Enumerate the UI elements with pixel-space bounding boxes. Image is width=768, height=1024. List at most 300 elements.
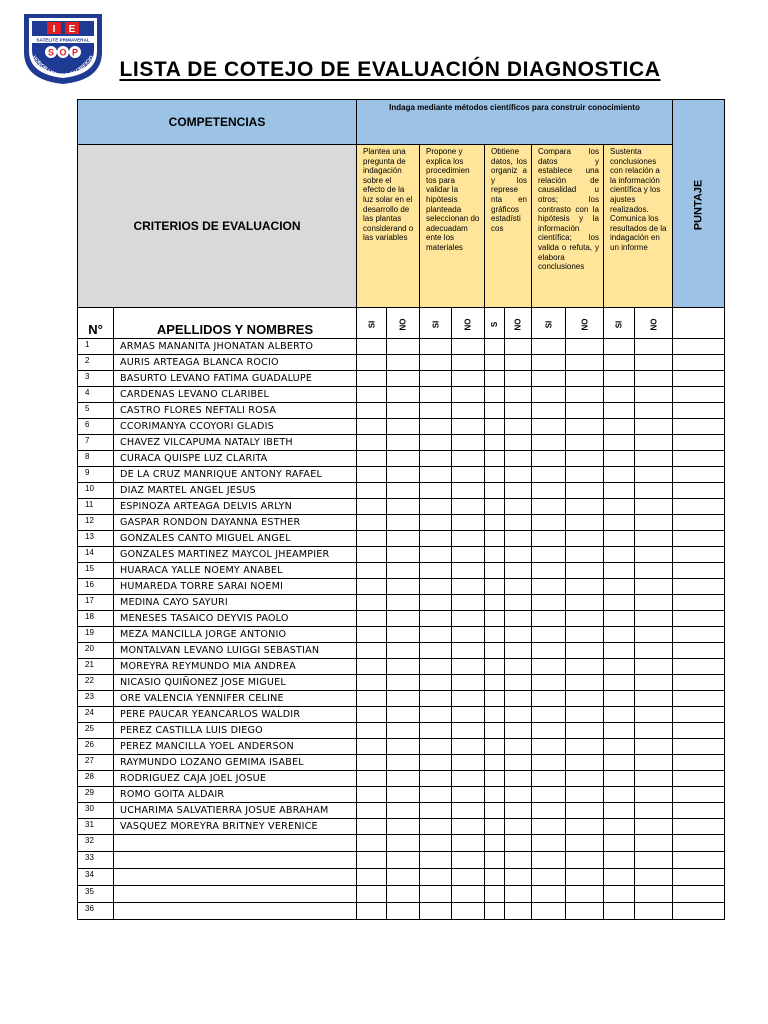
yes-mark-cell[interactable] (604, 903, 635, 920)
no-mark-cell[interactable] (505, 643, 532, 659)
yes-mark-cell[interactable] (485, 419, 505, 435)
yes-mark-cell[interactable] (532, 886, 566, 903)
yes-mark-cell[interactable] (485, 723, 505, 739)
no-mark-cell[interactable] (452, 595, 485, 611)
score-cell[interactable] (673, 515, 725, 531)
no-mark-cell[interactable] (635, 531, 673, 547)
yes-mark-cell[interactable] (420, 451, 452, 467)
no-mark-cell[interactable] (452, 723, 485, 739)
no-mark-cell[interactable] (452, 563, 485, 579)
no-mark-cell[interactable] (566, 355, 604, 371)
no-mark-cell[interactable] (505, 579, 532, 595)
no-mark-cell[interactable] (635, 483, 673, 499)
yes-mark-cell[interactable] (485, 627, 505, 643)
yes-mark-cell[interactable] (604, 852, 635, 869)
yes-mark-cell[interactable] (485, 499, 505, 515)
no-mark-cell[interactable] (387, 339, 420, 355)
yes-mark-cell[interactable] (420, 595, 452, 611)
no-mark-cell[interactable] (452, 803, 485, 819)
yes-mark-cell[interactable] (485, 595, 505, 611)
no-mark-cell[interactable] (452, 419, 485, 435)
yes-mark-cell[interactable] (357, 419, 387, 435)
no-mark-cell[interactable] (635, 869, 673, 886)
no-mark-cell[interactable] (387, 563, 420, 579)
yes-mark-cell[interactable] (532, 387, 566, 403)
yes-mark-cell[interactable] (532, 835, 566, 852)
score-cell[interactable] (673, 531, 725, 547)
yes-mark-cell[interactable] (357, 339, 387, 355)
yes-mark-cell[interactable] (420, 355, 452, 371)
no-mark-cell[interactable] (635, 403, 673, 419)
no-mark-cell[interactable] (635, 419, 673, 435)
yes-mark-cell[interactable] (357, 579, 387, 595)
no-mark-cell[interactable] (387, 579, 420, 595)
no-mark-cell[interactable] (452, 547, 485, 563)
yes-mark-cell[interactable] (357, 869, 387, 886)
yes-mark-cell[interactable] (420, 435, 452, 451)
yes-mark-cell[interactable] (357, 355, 387, 371)
yes-mark-cell[interactable] (357, 563, 387, 579)
no-mark-cell[interactable] (505, 611, 532, 627)
yes-mark-cell[interactable] (357, 371, 387, 387)
yes-mark-cell[interactable] (532, 707, 566, 723)
no-mark-cell[interactable] (635, 771, 673, 787)
no-mark-cell[interactable] (505, 886, 532, 903)
yes-mark-cell[interactable] (604, 371, 635, 387)
no-mark-cell[interactable] (452, 467, 485, 483)
no-mark-cell[interactable] (505, 723, 532, 739)
no-mark-cell[interactable] (566, 659, 604, 675)
yes-mark-cell[interactable] (420, 691, 452, 707)
no-mark-cell[interactable] (387, 403, 420, 419)
score-cell[interactable] (673, 371, 725, 387)
score-cell[interactable] (673, 579, 725, 595)
yes-mark-cell[interactable] (357, 611, 387, 627)
yes-mark-cell[interactable] (357, 659, 387, 675)
yes-mark-cell[interactable] (420, 755, 452, 771)
yes-mark-cell[interactable] (532, 339, 566, 355)
no-mark-cell[interactable] (387, 371, 420, 387)
yes-mark-cell[interactable] (357, 819, 387, 835)
yes-mark-cell[interactable] (357, 787, 387, 803)
yes-mark-cell[interactable] (420, 771, 452, 787)
score-cell[interactable] (673, 483, 725, 499)
yes-mark-cell[interactable] (604, 675, 635, 691)
no-mark-cell[interactable] (452, 691, 485, 707)
yes-mark-cell[interactable] (604, 419, 635, 435)
yes-mark-cell[interactable] (357, 595, 387, 611)
yes-mark-cell[interactable] (532, 787, 566, 803)
yes-mark-cell[interactable] (357, 903, 387, 920)
score-cell[interactable] (673, 771, 725, 787)
score-cell[interactable] (673, 611, 725, 627)
no-mark-cell[interactable] (566, 627, 604, 643)
no-mark-cell[interactable] (566, 595, 604, 611)
yes-mark-cell[interactable] (604, 869, 635, 886)
no-mark-cell[interactable] (566, 451, 604, 467)
yes-mark-cell[interactable] (532, 771, 566, 787)
yes-mark-cell[interactable] (357, 643, 387, 659)
yes-mark-cell[interactable] (604, 659, 635, 675)
no-mark-cell[interactable] (566, 803, 604, 819)
yes-mark-cell[interactable] (485, 643, 505, 659)
no-mark-cell[interactable] (566, 531, 604, 547)
yes-mark-cell[interactable] (532, 483, 566, 499)
no-mark-cell[interactable] (452, 403, 485, 419)
no-mark-cell[interactable] (566, 739, 604, 755)
yes-mark-cell[interactable] (532, 675, 566, 691)
no-mark-cell[interactable] (566, 515, 604, 531)
yes-mark-cell[interactable] (420, 547, 452, 563)
yes-mark-cell[interactable] (485, 819, 505, 835)
yes-mark-cell[interactable] (485, 903, 505, 920)
no-mark-cell[interactable] (387, 515, 420, 531)
no-mark-cell[interactable] (387, 886, 420, 903)
no-mark-cell[interactable] (505, 707, 532, 723)
score-cell[interactable] (673, 886, 725, 903)
yes-mark-cell[interactable] (357, 755, 387, 771)
no-mark-cell[interactable] (566, 643, 604, 659)
yes-mark-cell[interactable] (532, 435, 566, 451)
no-mark-cell[interactable] (505, 803, 532, 819)
no-mark-cell[interactable] (387, 419, 420, 435)
yes-mark-cell[interactable] (485, 869, 505, 886)
no-mark-cell[interactable] (452, 869, 485, 886)
no-mark-cell[interactable] (505, 355, 532, 371)
no-mark-cell[interactable] (566, 852, 604, 869)
no-mark-cell[interactable] (566, 547, 604, 563)
no-mark-cell[interactable] (505, 499, 532, 515)
no-mark-cell[interactable] (635, 903, 673, 920)
yes-mark-cell[interactable] (420, 869, 452, 886)
no-mark-cell[interactable] (452, 515, 485, 531)
no-mark-cell[interactable] (505, 835, 532, 852)
no-mark-cell[interactable] (387, 659, 420, 675)
no-mark-cell[interactable] (452, 387, 485, 403)
no-mark-cell[interactable] (452, 451, 485, 467)
yes-mark-cell[interactable] (604, 387, 635, 403)
no-mark-cell[interactable] (635, 835, 673, 852)
no-mark-cell[interactable] (452, 531, 485, 547)
no-mark-cell[interactable] (387, 739, 420, 755)
no-mark-cell[interactable] (566, 371, 604, 387)
yes-mark-cell[interactable] (532, 852, 566, 869)
yes-mark-cell[interactable] (420, 419, 452, 435)
no-mark-cell[interactable] (566, 723, 604, 739)
yes-mark-cell[interactable] (485, 755, 505, 771)
yes-mark-cell[interactable] (420, 403, 452, 419)
yes-mark-cell[interactable] (532, 691, 566, 707)
no-mark-cell[interactable] (505, 739, 532, 755)
yes-mark-cell[interactable] (357, 387, 387, 403)
no-mark-cell[interactable] (505, 869, 532, 886)
yes-mark-cell[interactable] (532, 819, 566, 835)
yes-mark-cell[interactable] (604, 739, 635, 755)
yes-mark-cell[interactable] (420, 563, 452, 579)
no-mark-cell[interactable] (452, 371, 485, 387)
score-cell[interactable] (673, 787, 725, 803)
no-mark-cell[interactable] (635, 595, 673, 611)
yes-mark-cell[interactable] (420, 611, 452, 627)
no-mark-cell[interactable] (505, 675, 532, 691)
no-mark-cell[interactable] (452, 483, 485, 499)
no-mark-cell[interactable] (566, 886, 604, 903)
no-mark-cell[interactable] (635, 547, 673, 563)
no-mark-cell[interactable] (566, 387, 604, 403)
yes-mark-cell[interactable] (357, 803, 387, 819)
no-mark-cell[interactable] (635, 803, 673, 819)
yes-mark-cell[interactable] (357, 691, 387, 707)
no-mark-cell[interactable] (452, 819, 485, 835)
yes-mark-cell[interactable] (357, 835, 387, 852)
yes-mark-cell[interactable] (357, 771, 387, 787)
yes-mark-cell[interactable] (604, 339, 635, 355)
no-mark-cell[interactable] (387, 531, 420, 547)
yes-mark-cell[interactable] (420, 387, 452, 403)
no-mark-cell[interactable] (505, 547, 532, 563)
no-mark-cell[interactable] (505, 419, 532, 435)
no-mark-cell[interactable] (452, 675, 485, 691)
yes-mark-cell[interactable] (485, 547, 505, 563)
no-mark-cell[interactable] (635, 355, 673, 371)
yes-mark-cell[interactable] (357, 515, 387, 531)
no-mark-cell[interactable] (387, 355, 420, 371)
yes-mark-cell[interactable] (485, 771, 505, 787)
yes-mark-cell[interactable] (485, 467, 505, 483)
yes-mark-cell[interactable] (357, 675, 387, 691)
no-mark-cell[interactable] (452, 579, 485, 595)
no-mark-cell[interactable] (505, 659, 532, 675)
no-mark-cell[interactable] (566, 675, 604, 691)
no-mark-cell[interactable] (387, 771, 420, 787)
yes-mark-cell[interactable] (604, 355, 635, 371)
yes-mark-cell[interactable] (532, 627, 566, 643)
score-cell[interactable] (673, 451, 725, 467)
yes-mark-cell[interactable] (604, 886, 635, 903)
no-mark-cell[interactable] (635, 435, 673, 451)
no-mark-cell[interactable] (505, 627, 532, 643)
yes-mark-cell[interactable] (532, 451, 566, 467)
yes-mark-cell[interactable] (357, 886, 387, 903)
no-mark-cell[interactable] (505, 339, 532, 355)
no-mark-cell[interactable] (566, 903, 604, 920)
no-mark-cell[interactable] (635, 739, 673, 755)
yes-mark-cell[interactable] (604, 755, 635, 771)
no-mark-cell[interactable] (566, 787, 604, 803)
yes-mark-cell[interactable] (604, 643, 635, 659)
yes-mark-cell[interactable] (485, 803, 505, 819)
yes-mark-cell[interactable] (604, 499, 635, 515)
yes-mark-cell[interactable] (420, 579, 452, 595)
no-mark-cell[interactable] (566, 835, 604, 852)
yes-mark-cell[interactable] (532, 611, 566, 627)
no-mark-cell[interactable] (452, 771, 485, 787)
no-mark-cell[interactable] (452, 627, 485, 643)
yes-mark-cell[interactable] (532, 723, 566, 739)
yes-mark-cell[interactable] (420, 787, 452, 803)
score-cell[interactable] (673, 803, 725, 819)
score-cell[interactable] (673, 499, 725, 515)
yes-mark-cell[interactable] (357, 531, 387, 547)
yes-mark-cell[interactable] (485, 707, 505, 723)
no-mark-cell[interactable] (566, 579, 604, 595)
yes-mark-cell[interactable] (532, 803, 566, 819)
yes-mark-cell[interactable] (485, 371, 505, 387)
no-mark-cell[interactable] (505, 563, 532, 579)
yes-mark-cell[interactable] (420, 499, 452, 515)
no-mark-cell[interactable] (452, 903, 485, 920)
no-mark-cell[interactable] (635, 852, 673, 869)
no-mark-cell[interactable] (387, 595, 420, 611)
yes-mark-cell[interactable] (604, 403, 635, 419)
yes-mark-cell[interactable] (420, 339, 452, 355)
yes-mark-cell[interactable] (604, 723, 635, 739)
yes-mark-cell[interactable] (357, 852, 387, 869)
no-mark-cell[interactable] (387, 467, 420, 483)
no-mark-cell[interactable] (566, 483, 604, 499)
score-cell[interactable] (673, 675, 725, 691)
no-mark-cell[interactable] (387, 627, 420, 643)
no-mark-cell[interactable] (505, 903, 532, 920)
no-mark-cell[interactable] (387, 499, 420, 515)
yes-mark-cell[interactable] (604, 819, 635, 835)
no-mark-cell[interactable] (505, 531, 532, 547)
yes-mark-cell[interactable] (357, 467, 387, 483)
no-mark-cell[interactable] (387, 675, 420, 691)
no-mark-cell[interactable] (635, 387, 673, 403)
score-cell[interactable] (673, 467, 725, 483)
no-mark-cell[interactable] (452, 611, 485, 627)
yes-mark-cell[interactable] (485, 852, 505, 869)
yes-mark-cell[interactable] (485, 515, 505, 531)
yes-mark-cell[interactable] (532, 467, 566, 483)
yes-mark-cell[interactable] (604, 707, 635, 723)
yes-mark-cell[interactable] (420, 467, 452, 483)
no-mark-cell[interactable] (452, 339, 485, 355)
no-mark-cell[interactable] (566, 771, 604, 787)
yes-mark-cell[interactable] (420, 803, 452, 819)
no-mark-cell[interactable] (566, 339, 604, 355)
yes-mark-cell[interactable] (604, 595, 635, 611)
score-cell[interactable] (673, 659, 725, 675)
no-mark-cell[interactable] (452, 755, 485, 771)
yes-mark-cell[interactable] (532, 755, 566, 771)
no-mark-cell[interactable] (452, 835, 485, 852)
no-mark-cell[interactable] (505, 852, 532, 869)
score-cell[interactable] (673, 852, 725, 869)
no-mark-cell[interactable] (452, 643, 485, 659)
yes-mark-cell[interactable] (357, 707, 387, 723)
no-mark-cell[interactable] (566, 563, 604, 579)
score-cell[interactable] (673, 355, 725, 371)
yes-mark-cell[interactable] (532, 355, 566, 371)
no-mark-cell[interactable] (505, 755, 532, 771)
yes-mark-cell[interactable] (485, 563, 505, 579)
score-cell[interactable] (673, 723, 725, 739)
yes-mark-cell[interactable] (357, 499, 387, 515)
yes-mark-cell[interactable] (485, 835, 505, 852)
yes-mark-cell[interactable] (532, 643, 566, 659)
no-mark-cell[interactable] (505, 403, 532, 419)
no-mark-cell[interactable] (566, 869, 604, 886)
no-mark-cell[interactable] (505, 595, 532, 611)
no-mark-cell[interactable] (505, 371, 532, 387)
yes-mark-cell[interactable] (532, 659, 566, 675)
yes-mark-cell[interactable] (485, 387, 505, 403)
no-mark-cell[interactable] (505, 387, 532, 403)
yes-mark-cell[interactable] (357, 627, 387, 643)
no-mark-cell[interactable] (505, 451, 532, 467)
yes-mark-cell[interactable] (357, 723, 387, 739)
score-cell[interactable] (673, 819, 725, 835)
yes-mark-cell[interactable] (485, 675, 505, 691)
yes-mark-cell[interactable] (357, 435, 387, 451)
yes-mark-cell[interactable] (604, 787, 635, 803)
no-mark-cell[interactable] (635, 467, 673, 483)
yes-mark-cell[interactable] (532, 515, 566, 531)
no-mark-cell[interactable] (505, 771, 532, 787)
yes-mark-cell[interactable] (357, 739, 387, 755)
yes-mark-cell[interactable] (485, 483, 505, 499)
no-mark-cell[interactable] (387, 707, 420, 723)
no-mark-cell[interactable] (566, 691, 604, 707)
no-mark-cell[interactable] (452, 435, 485, 451)
yes-mark-cell[interactable] (532, 371, 566, 387)
yes-mark-cell[interactable] (485, 787, 505, 803)
yes-mark-cell[interactable] (604, 563, 635, 579)
no-mark-cell[interactable] (387, 787, 420, 803)
no-mark-cell[interactable] (387, 723, 420, 739)
yes-mark-cell[interactable] (420, 531, 452, 547)
yes-mark-cell[interactable] (485, 355, 505, 371)
yes-mark-cell[interactable] (420, 627, 452, 643)
yes-mark-cell[interactable] (532, 547, 566, 563)
no-mark-cell[interactable] (387, 483, 420, 499)
yes-mark-cell[interactable] (604, 435, 635, 451)
no-mark-cell[interactable] (635, 675, 673, 691)
yes-mark-cell[interactable] (604, 611, 635, 627)
score-cell[interactable] (673, 419, 725, 435)
no-mark-cell[interactable] (387, 755, 420, 771)
no-mark-cell[interactable] (387, 835, 420, 852)
yes-mark-cell[interactable] (532, 419, 566, 435)
no-mark-cell[interactable] (387, 852, 420, 869)
yes-mark-cell[interactable] (485, 451, 505, 467)
yes-mark-cell[interactable] (420, 643, 452, 659)
no-mark-cell[interactable] (635, 659, 673, 675)
yes-mark-cell[interactable] (485, 659, 505, 675)
yes-mark-cell[interactable] (420, 659, 452, 675)
yes-mark-cell[interactable] (420, 903, 452, 920)
no-mark-cell[interactable] (635, 371, 673, 387)
no-mark-cell[interactable] (452, 659, 485, 675)
no-mark-cell[interactable] (387, 691, 420, 707)
no-mark-cell[interactable] (635, 627, 673, 643)
yes-mark-cell[interactable] (604, 835, 635, 852)
yes-mark-cell[interactable] (420, 835, 452, 852)
yes-mark-cell[interactable] (532, 499, 566, 515)
no-mark-cell[interactable] (635, 643, 673, 659)
yes-mark-cell[interactable] (604, 467, 635, 483)
yes-mark-cell[interactable] (485, 886, 505, 903)
yes-mark-cell[interactable] (604, 691, 635, 707)
no-mark-cell[interactable] (635, 819, 673, 835)
no-mark-cell[interactable] (505, 787, 532, 803)
no-mark-cell[interactable] (452, 707, 485, 723)
yes-mark-cell[interactable] (357, 483, 387, 499)
score-cell[interactable] (673, 691, 725, 707)
no-mark-cell[interactable] (566, 435, 604, 451)
